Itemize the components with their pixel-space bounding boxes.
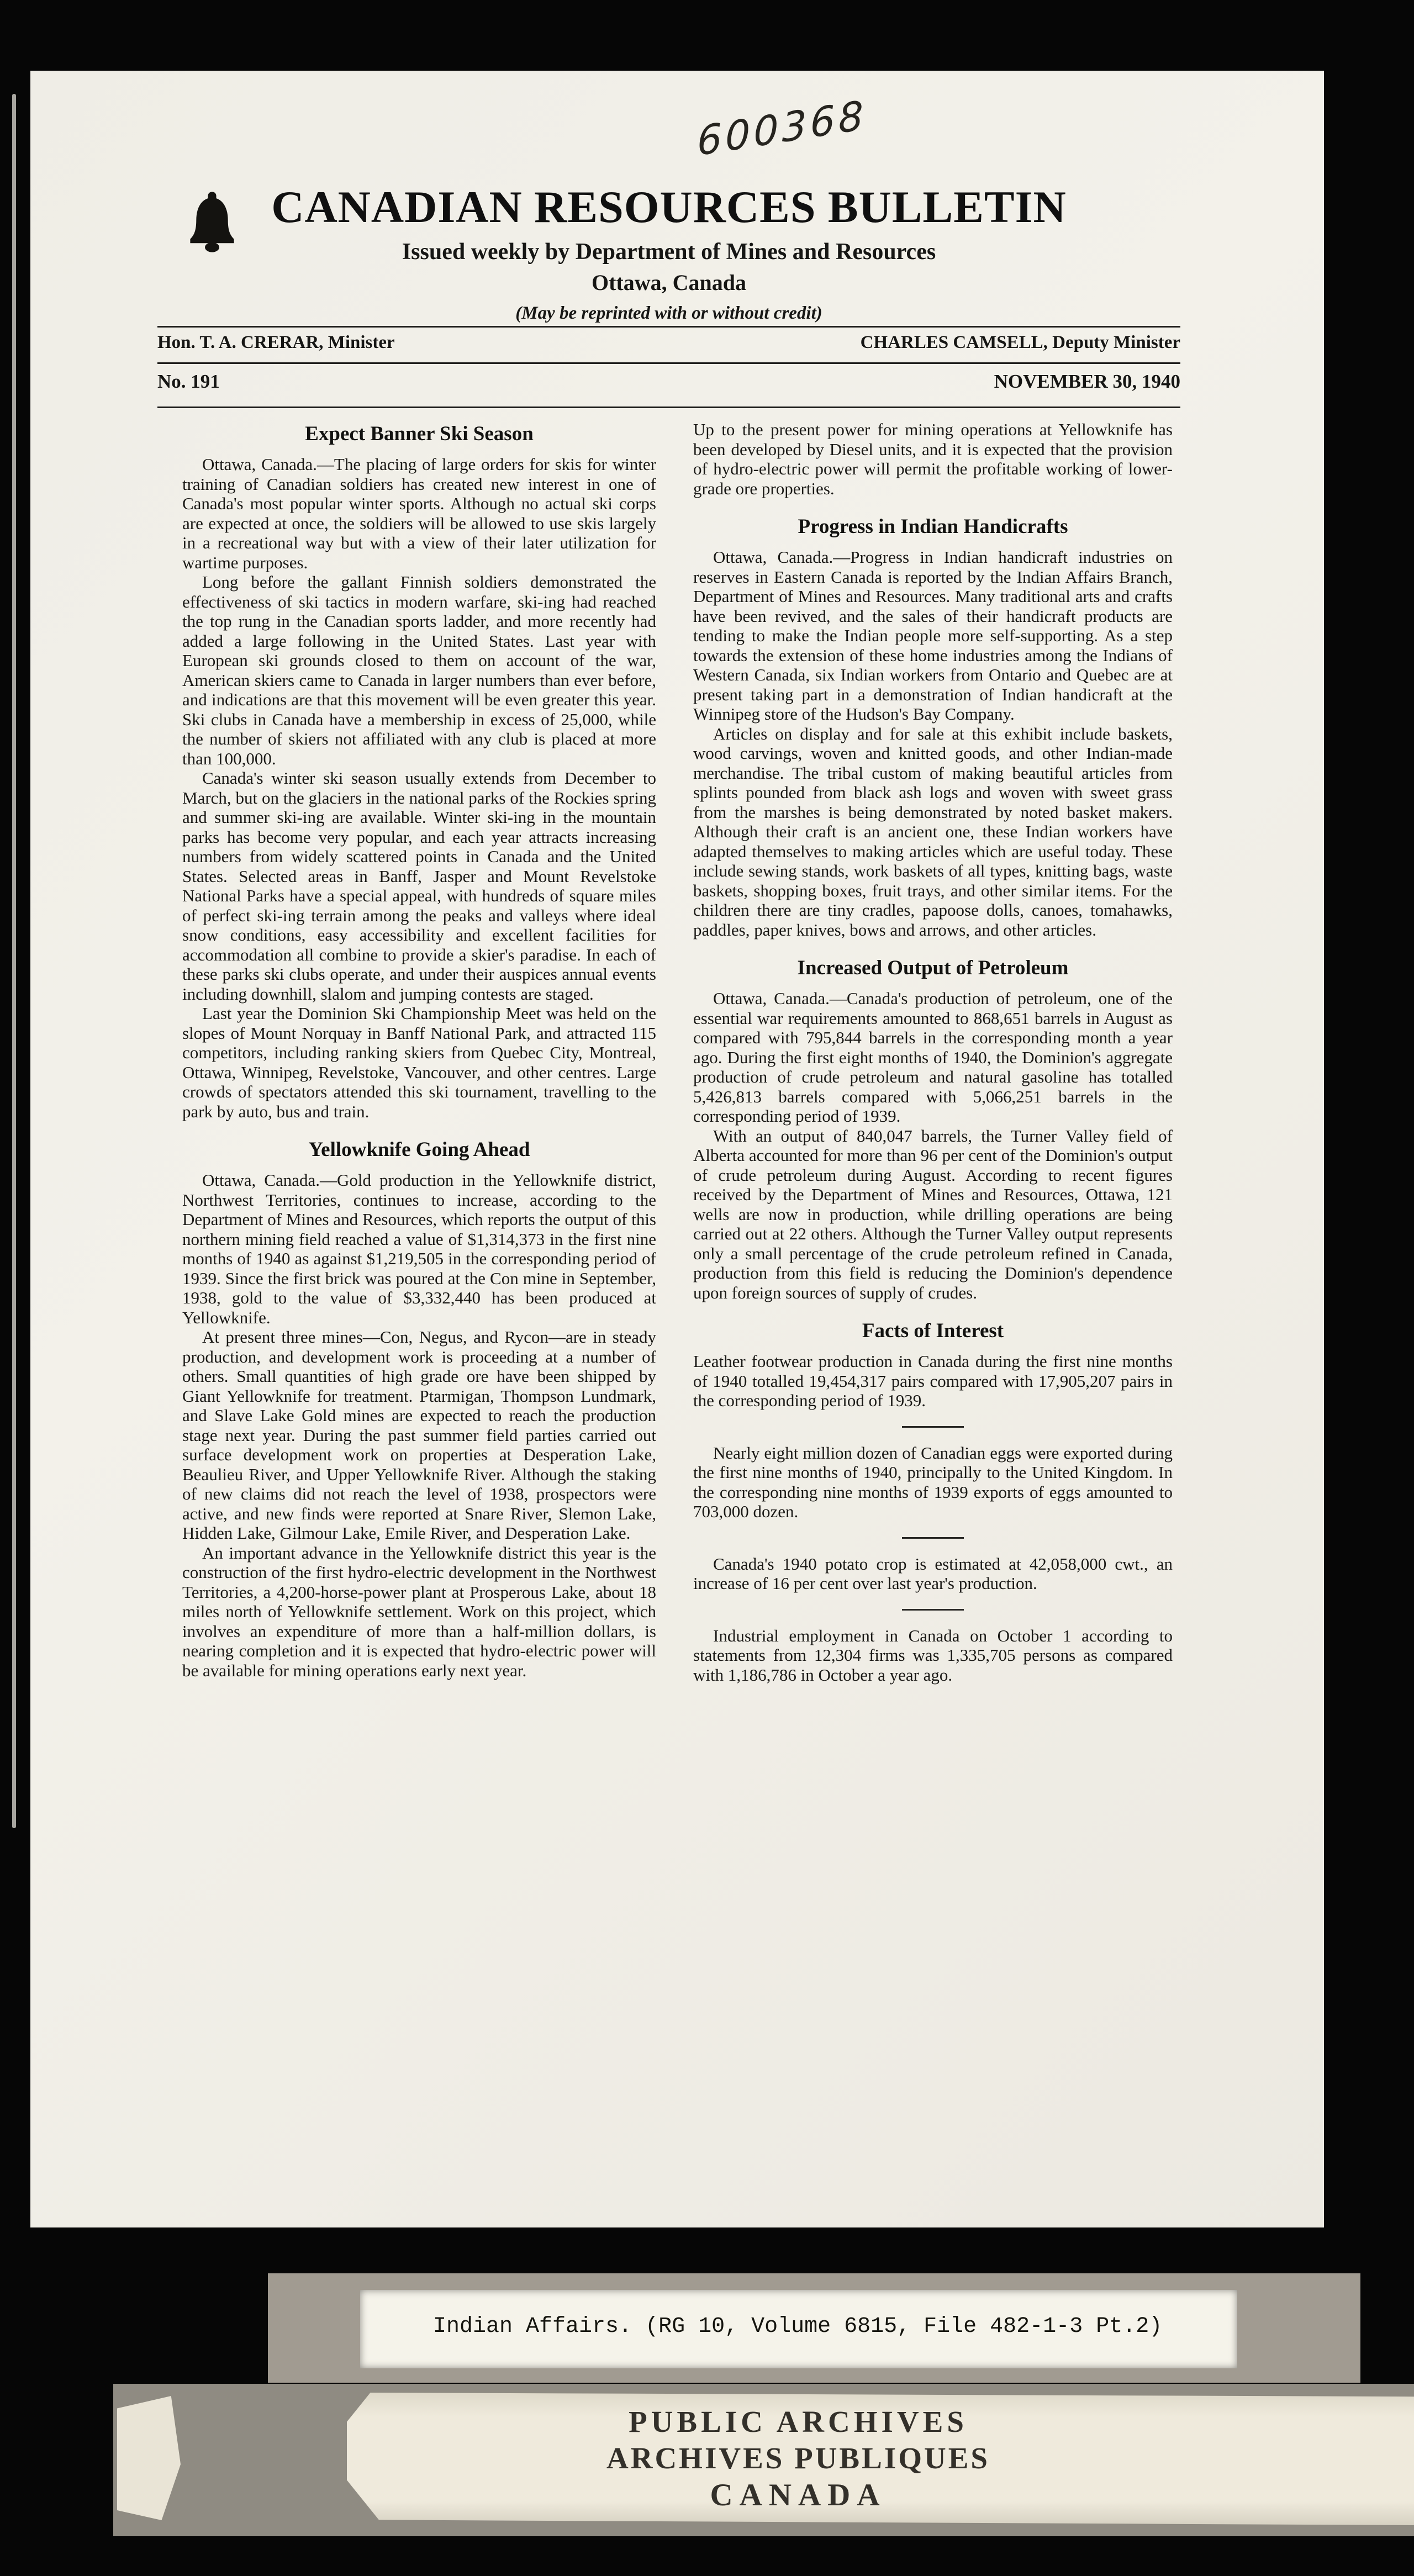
article-paragraph: Last year the Dominion Ski Championship Meet was held on the slopes of Mount Norquay in Banff National Park, and attracted 115 competitors, including ranking skiers from Quebec City, Montreal, Ottawa, Winnipeg, Revelstoke, Vancouver, and other centres. Large crowds of spectators attended this ski tournament, travelling to the park by auto, bus and train.: [182, 1004, 656, 1121]
article-facts-of-interest: [693, 1319, 1173, 1685]
masthead: [157, 181, 1180, 324]
article-ski-season: [182, 422, 656, 1121]
article-indian-handicrafts: [693, 515, 1173, 939]
bulletin-page: [30, 71, 1324, 2227]
reprint-note: (May be reprinted with or without credit): [515, 303, 822, 323]
bell-icon: [189, 191, 235, 256]
issue-number: No. 191: [157, 371, 220, 392]
masthead-issued-by: Issued weekly by Department of Mines and Resources: [402, 239, 936, 265]
article-paragraph: Ottawa, Canada.—Gold production in the Yellowknife district, Northwest Territories, continues to increase, according to the Department of Mines and Resources, which reports the output of this northern mining field reached a value of $1,314,373 in the first nine months of 1940 as against $1,219,505 in the corresponding period of 1939. Since the first brick was poured at the Con mine in September, 1938, gold to the value of $3,332,440 has been produced at Yellowknife.: [182, 1170, 656, 1327]
article-title: Expect Banner Ski Season: [305, 423, 534, 445]
officials-row: [157, 332, 1180, 353]
fact-divider: [902, 1609, 964, 1611]
article-paragraph: At present three mines—Con, Negus, and Rycon—are in steady production, and development work is proceeding at a number of others. Small quantities of high grade ore have been shipped by Giant Yellowknife for treatment. Ptarmigan, Thompson Lundmark, and Slave Lake Gold mines are expected to reach the production stage next year. During the past summer field parties carried out surface development work on properties at Desperation Lake, Beaulieu River, and Upper Yellowknife River. Although the staking of new claims did not reach the level of 1938, prospectors were active, and new finds were reported at Snare River, Slemon Lake, Hidden Lake, Gilmour Lake, Emile River, and Desperation Lake.: [182, 1327, 656, 1543]
article-paragraph: Articles on display and for sale at this exhibit include baskets, wood carvings, woven and knitted goods, and other Indian-made merchandise. The tribal custom of making beautiful articles from splints pounded from black ash logs and woven with sweet grass from the marshes is being demonstrated by noted basket makers. Although their craft is an ancient one, these Indian workers have adapted themselves to making articles which are useful today. These include sewing stands, work baskets of all types, knitting bags, waste baskets, shopping boxes, fruit trays, and other similar items. For the children there are tiny cradles, papoose dolls, canoes, tomahawks, paddles, paper knives, bows and arrows, and other articles.: [693, 724, 1173, 939]
article-paragraph: With an output of 840,047 barrels, the Turner Valley field of Alberta accounted for more than 96 per cent of the Dominion's output of crude petroleum during August. According to recent figures received by the Department of Mines and Resources, Ottawa, 121 wells are now in production, while drilling operations are being carried out at 22 others. Although the Turner Valley output represents only a small percentage of the crude petroleum refined in Canada, production from this field is reducing the Dominion's dependence upon foreign sources of supply of crudes.: [693, 1126, 1173, 1302]
article-yellowknife: [182, 1138, 656, 1680]
deputy-minister-name: CHARLES CAMSELL, Deputy Minister: [860, 332, 1180, 352]
scan-artifact-line: [12, 94, 16, 1828]
article-title: Increased Output of Petroleum: [797, 957, 1069, 979]
fact-paragraph: Leather footwear production in Canada during the first nine months of 1940 totalled 19,454,317 pairs compared with 17,905,207 pairs in the corresponding period of 1939.: [693, 1352, 1173, 1410]
archives-stamp: [354, 2404, 1243, 2514]
column-right: [693, 420, 1173, 1685]
article-petroleum: [693, 956, 1173, 1302]
fact-paragraph: Industrial employment in Canada on October 1 according to statements from 12,304 firms was 1,335,705 persons as compared with 1,186,786 in October a year ago.: [693, 1625, 1173, 1685]
fact-paragraph: Canada's 1940 potato crop is estimated at 42,058,000 cwt., an increase of 16 per cent over last year's production.: [693, 1554, 1173, 1593]
bulletin-title: CANADIAN RESOURCES BULLETIN: [271, 182, 1067, 232]
issue-date: NOVEMBER 30, 1940: [994, 371, 1180, 392]
file-stamp-strip: [360, 2290, 1237, 2368]
file-stamp-text: Indian Affairs. (RG 10, Volume 6815, File 482-1-3 Pt.2): [433, 2314, 1163, 2339]
article-title: Yellowknife Going Ahead: [308, 1138, 530, 1161]
article-yellowknife-continued: [693, 420, 1173, 498]
article-paragraph: An important advance in the Yellowknife district this year is the construction of the first hydro-electric development in the Northwest Territories, a 4,200-horse-power plant at Prosperous Lake, about 18 miles north of Yellowknife settlement. Work on this project, which involves an expenditure of more than a half-million dollars, is nearing completion and it is expected that hydro-electric power will be available for mining operations early next year.: [182, 1543, 656, 1680]
fact-divider: [902, 1426, 964, 1428]
fact-divider: [902, 1537, 964, 1539]
article-title: Facts of Interest: [862, 1319, 1004, 1342]
article-paragraph: Ottawa, Canada.—Canada's production of petroleum, one of the essential war requirements amounted to 868,651 barrels in August as compared with 795,844 barrels in the corresponding month a year ago. During the first eight months of 1940, the Dominion's aggregate production of crude petroleum and natural gasoline has totalled 5,426,813 barrels compared with 5,066,251 barrels in the corresponding period of 1939.: [693, 989, 1173, 1126]
divider-rule-top: [157, 326, 1180, 328]
article-paragraph: Ottawa, Canada.—The placing of large orders for skis for winter training of Canadian soldiers has created new interest in one of Canada's most popular winter sports. Although no actual ski corps are expected at once, the soldiers will be allowed to use skis largely in a recreational way but with a view of their later utilization for wartime purposes.: [182, 455, 656, 572]
divider-rule-bottom: [157, 407, 1180, 408]
article-paragraph: Ottawa, Canada.—Progress in Indian handicraft industries on reserves in Eastern Canada is reported by the Indian Affairs Branch, Department of Mines and Resources. Many traditional arts and crafts have been revived, and the sales of their handicraft products are tending to make the Indian people more self-supporting. As a step towards the extension of these home industries among the Indians of Western Canada, six Indian workers from Ontario and Quebec are at present taking part in a demonstration of Indian handicraft at the Winnipeg store of the Hudson's Bay Company.: [693, 547, 1173, 724]
masthead-location: Ottawa, Canada: [591, 270, 747, 295]
article-paragraph: Up to the present power for mining operations at Yellowknife has been developed by Diesel units, and it is expected that the provision of hydro-electric power will permit the profitable working of lower-grade ore properties.: [693, 420, 1173, 498]
column-left: [182, 420, 656, 1680]
minister-name: Hon. T. A. CRERAR, Minister: [157, 332, 395, 352]
archives-stamp-line1: PUBLIC ARCHIVES: [629, 2405, 968, 2438]
archives-stamp-line3: CANADA: [710, 2478, 887, 2512]
archives-stamp-line2: ARCHIVES PUBLIQUES: [606, 2441, 990, 2475]
divider-rule-middle: [157, 362, 1180, 364]
fact-paragraph: Nearly eight million dozen of Canadian eggs were exported during the first nine months of 1940, principally to the United Kingdom. In the corresponding nine months of 1939 exports of eggs amounted to 703,000 dozen.: [693, 1443, 1173, 1521]
article-title: Progress in Indian Handicrafts: [798, 515, 1068, 538]
handwritten-number: 600368: [697, 91, 867, 165]
article-paragraph: Long before the gallant Finnish soldiers demonstrated the effectiveness of ski tactics in modern warfare, ski-ing had reached the top rung in the Canadian sports ladder, and more recently had added a large following in the United States. Last year with European ski grounds closed to them on account of the war, American skiers came to Canada in larger numbers than ever before, and indications are that this movement will be even greater this year. Ski clubs in Canada have a membership in excess of 25,000, while the number of skiers not affiliated with any club is placed at more than 100,000.: [182, 572, 656, 768]
issue-row: [157, 371, 1180, 393]
article-paragraph: Canada's winter ski season usually extends from December to March, but on the glaciers in the national parks of the Rockies spring and summer ski-ing are available. Winter ski-ing in the mountain parks has become very popular, and each year attracts increasing numbers from widely scattered points in Canada and the United States. Selected areas in Banff, Jasper and Mount Revelstoke National Parks have a special appeal, with hundreds of square miles of perfect ski-ing terrain among the peaks and valleys where ideal snow conditions, easy accessibility and excellent facilities for accommodation all combine to provide a skier's paradise. In each of these parks ski clubs operate, and under their auspices annual events including downhill, slalom and jumping contests are staged.: [182, 768, 656, 1004]
